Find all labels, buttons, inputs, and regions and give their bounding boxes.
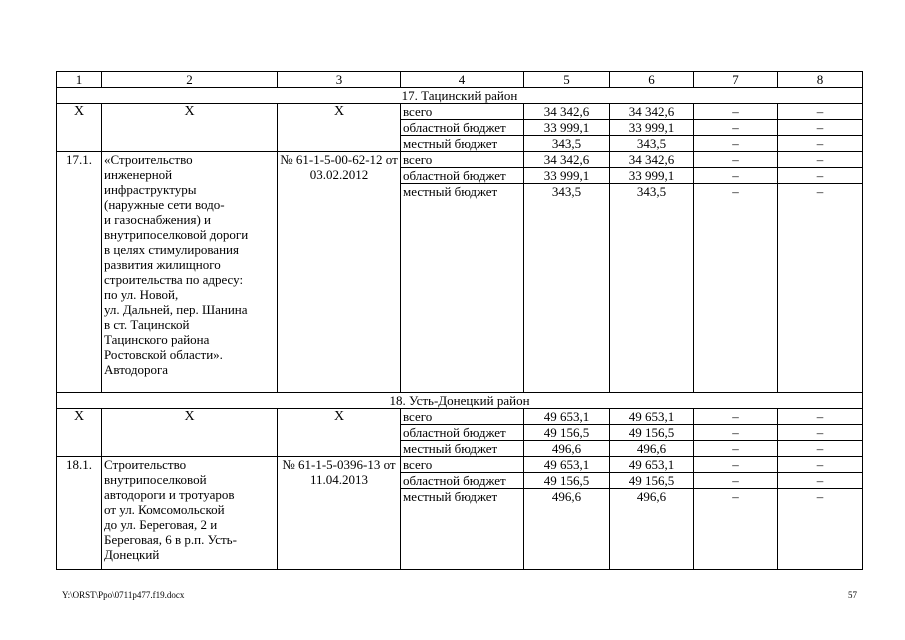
value-col8: –	[778, 425, 863, 441]
summary-row	[57, 104, 863, 120]
section-title: 18. Усть-Донецкий район	[57, 393, 863, 409]
description-line: инфраструктуры	[104, 182, 197, 197]
description-line: автодороги и тротуаров	[104, 487, 235, 502]
header-cell: 1	[57, 72, 102, 88]
funding-type: областной бюджет	[401, 473, 524, 489]
value-col5: 34 342,6	[524, 104, 610, 120]
footer-page-number: 57	[848, 590, 857, 600]
value-col7: –	[694, 473, 778, 489]
value-col6: 33 999,1	[610, 168, 694, 184]
header-cell: 6	[610, 72, 694, 88]
value-col5: 49 653,1	[524, 457, 610, 473]
value-col6: 49 156,5	[610, 473, 694, 489]
value-col8: –	[778, 120, 863, 136]
funding-type: местный бюджет	[401, 136, 524, 152]
description-line: внутрипоселковой дороги	[104, 227, 249, 242]
value-col8: –	[778, 104, 863, 120]
description-line: Строительство	[104, 457, 187, 472]
description-line: от ул. Комсомольской	[104, 502, 225, 517]
value-col5: 34 342,6	[524, 152, 610, 168]
value-col8: –	[778, 441, 863, 457]
value-col5: 496,6	[524, 441, 610, 457]
header-cell: 4	[401, 72, 524, 88]
funding-type: всего	[401, 409, 524, 425]
summary-x-cell: Х	[57, 409, 102, 457]
description-line: и газоснабжения) и	[104, 212, 211, 227]
description-line: Ростовской области».	[104, 347, 223, 362]
value-col6: 34 342,6	[610, 152, 694, 168]
value-col7: –	[694, 120, 778, 136]
value-col6: 49 653,1	[610, 457, 694, 473]
section-title-row	[57, 88, 863, 104]
description-line: в ст. Тацинской	[104, 317, 190, 332]
value-col6: 33 999,1	[610, 120, 694, 136]
value-col8: –	[778, 409, 863, 425]
funding-type: всего	[401, 104, 524, 120]
funding-type: областной бюджет	[401, 120, 524, 136]
value-col5: 49 156,5	[524, 425, 610, 441]
item-number: 17.1.	[57, 152, 102, 393]
value-col5: 33 999,1	[524, 120, 610, 136]
description-line: Донецкий	[104, 547, 160, 562]
section-title: 17. Тацинский район	[57, 88, 863, 104]
value-col6: 49 653,1	[610, 409, 694, 425]
value-col6: 49 156,5	[610, 425, 694, 441]
header-cell: 5	[524, 72, 610, 88]
description-line: до ул. Береговая, 2 и	[104, 517, 218, 532]
document-reference: № 61-1-5-0396-13 от 11.04.2013	[278, 457, 401, 570]
value-col7: –	[694, 136, 778, 152]
funding-type: местный бюджет	[401, 489, 524, 570]
value-col7: –	[694, 409, 778, 425]
description-line: (наружные сети водо-	[104, 197, 225, 212]
description-line: «Строительство	[104, 152, 193, 167]
header-row	[57, 72, 863, 88]
section-title-row	[57, 393, 863, 409]
value-col7: –	[694, 184, 778, 393]
document-reference: № 61-1-5-00-62-12 от 03.02.2012	[278, 152, 401, 393]
funding-type: областной бюджет	[401, 168, 524, 184]
item-description	[102, 457, 278, 570]
description-line: по ул. Новой,	[104, 287, 179, 302]
description-line: Береговая, 6 в р.п. Усть-	[104, 532, 237, 547]
value-col7: –	[694, 489, 778, 570]
summary-x-cell: Х	[278, 104, 401, 152]
description-line: внутрипоселковой	[104, 472, 207, 487]
budget-table	[56, 71, 863, 570]
value-col8: –	[778, 136, 863, 152]
item-description	[102, 152, 278, 393]
value-col7: –	[694, 168, 778, 184]
item-number: 18.1.	[57, 457, 102, 570]
header-cell: 7	[694, 72, 778, 88]
summary-x-cell: Х	[57, 104, 102, 152]
value-col7: –	[694, 441, 778, 457]
value-col7: –	[694, 152, 778, 168]
description-line: Тацинского района	[104, 332, 210, 347]
description-line: развития жилищного	[104, 257, 221, 272]
funding-type: всего	[401, 152, 524, 168]
value-col5: 33 999,1	[524, 168, 610, 184]
value-col8: –	[778, 152, 863, 168]
footer-file-path: Y:\ORST\Ppo\0711p477.f19.docx	[62, 590, 185, 600]
value-col8: –	[778, 184, 863, 393]
funding-type: областной бюджет	[401, 425, 524, 441]
value-col5: 49 156,5	[524, 473, 610, 489]
value-col6: 496,6	[610, 489, 694, 570]
value-col6: 496,6	[610, 441, 694, 457]
description-line: в целях стимулирования	[104, 242, 239, 257]
value-col8: –	[778, 489, 863, 570]
description-line: Автодорога	[104, 362, 169, 377]
funding-type: всего	[401, 457, 524, 473]
header-cell: 2	[102, 72, 278, 88]
header-cell: 8	[778, 72, 863, 88]
summary-x-cell: Х	[278, 409, 401, 457]
value-col7: –	[694, 425, 778, 441]
value-col6: 343,5	[610, 136, 694, 152]
summary-x-cell: Х	[102, 104, 278, 152]
value-col6: 343,5	[610, 184, 694, 393]
value-col8: –	[778, 457, 863, 473]
value-col5: 49 653,1	[524, 409, 610, 425]
value-col7: –	[694, 457, 778, 473]
summary-x-cell: Х	[102, 409, 278, 457]
description-line: строительства по адресу:	[104, 272, 244, 287]
value-col8: –	[778, 473, 863, 489]
value-col8: –	[778, 168, 863, 184]
item-row	[57, 152, 863, 168]
value-col5: 496,6	[524, 489, 610, 570]
description-line: инженерной	[104, 167, 173, 182]
value-col6: 34 342,6	[610, 104, 694, 120]
value-col5: 343,5	[524, 136, 610, 152]
funding-type: местный бюджет	[401, 441, 524, 457]
header-cell: 3	[278, 72, 401, 88]
description-line: ул. Дальней, пер. Шанина	[104, 302, 248, 317]
funding-type: местный бюджет	[401, 184, 524, 393]
summary-row	[57, 409, 863, 425]
value-col7: –	[694, 104, 778, 120]
item-row	[57, 457, 863, 473]
value-col5: 343,5	[524, 184, 610, 393]
